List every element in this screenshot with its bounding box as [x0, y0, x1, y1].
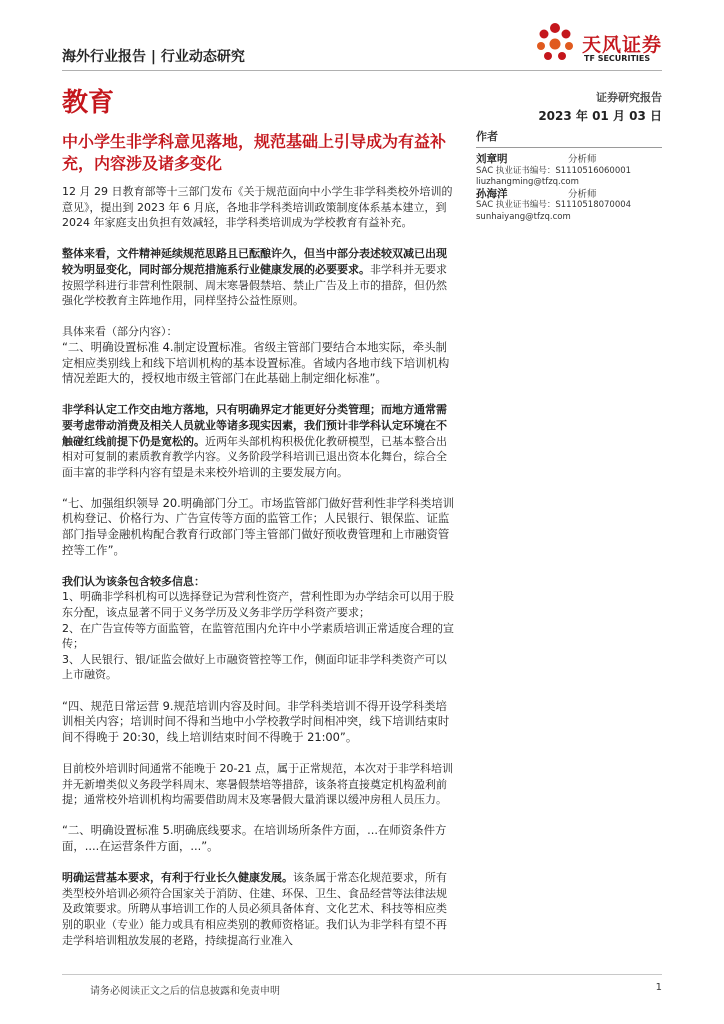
logo-flower-icon	[532, 20, 578, 66]
footer-divider	[62, 974, 662, 975]
author-email[interactable]: sunhaiyang@tfzq.com	[476, 211, 571, 222]
company-logo	[532, 20, 672, 68]
quote-setting-standard: “二、明确设置标准 4.制定设置标准。省级主管部门要结合本地实际，牵头制定相应类别线上和线下培训机构的基本设置标准。省域内各地市线下培训机构情况差距大的，授权地市级主管部门在此基础上制定细化标准”。	[62, 339, 450, 386]
logo-subtitle: TF SECURITIES	[584, 54, 651, 63]
info-list-item: 3、人民银行、银/证监会做好上市融资管控等工作，侧面印证非学科类资产可以上市融资。	[62, 652, 447, 682]
paragraph-local-recognition	[62, 402, 456, 480]
sector-title: 教育	[62, 88, 115, 118]
paragraph-intro: 12 月 29 日教育部等十三部门发布《关于规范面向中小学生非学科类校外培训的意见》，提出到 2023 年 6 月底，各地非学科类培训政策制度体系基本建立，到 2024 年家庭支出负担有效减轻，非学科类培训成为学校教育有益补充。	[62, 185, 453, 230]
report-body	[62, 184, 456, 964]
quote-organization: “七、加强组织领导 20.明确部门分工。市场监管部门做好营利性非学科类培训机构登记、价格行为、广告宣传等方面的监管工作；人民银行、银保监、证监部门指导金融机构配合教育行政部门等主管部门做好预收费管理和上市融资管控等工作”。	[62, 495, 455, 557]
local-recognition-rest: 近两年头部机构积极优化教研模型，已基本整合出相对可复制的素质教育教学内容。义务阶段学科培训已退出资本化舞台，综合全面丰富的非学科内容有望是未来校外培训的主要发展方向。	[62, 434, 447, 479]
logo-name: 天风证券	[582, 34, 663, 56]
paragraph-detail-intro: 具体来看（部分内容）：	[62, 325, 178, 339]
quote-daily-operation: “四、规范日常运营 9.规范培训内容及时间。非学科类培训不得开设学科类培训相关内容；培训时间不得和当地中小学校教学时间相冲突，线下培训结束时间不得晚于 20:30，线上培训结束时间不得晚于 21:00”。	[62, 698, 450, 744]
local-recognition-emphasis: 非学科认定工作交由地方落地，只有明确界定才能更好分类管理；而地方通常需要考虑带动消费及相关人员就业等诸多现实因素，我们预计非学科认定环境在不触碰红线前提下仍是宽松的。	[62, 403, 447, 448]
author-email[interactable]: liuzhangming@tfzq.com	[476, 177, 579, 188]
author-role: 分析师	[568, 154, 597, 165]
operation-emphasis: 明确运营基本要求，有利于行业长久健康发展。	[62, 871, 293, 885]
author-sac-number: SAC 执业证书编号：S1110518070004	[476, 200, 632, 211]
report-headline: 中小学生非学科意见落地，规范基础上引导成为有益补充，内容涉及诸多变化	[62, 132, 447, 173]
authors-heading: 作者	[476, 128, 662, 148]
author-role: 分析师	[568, 188, 597, 200]
author-panel	[476, 128, 662, 224]
author-name: 孙海洋	[476, 187, 508, 200]
info-list-item: 2、在广告宣传等方面监管，在监管范围内允许中小学素质培训正常适度合理的宣传；	[62, 621, 454, 651]
paragraph-overview	[62, 246, 456, 308]
report-date: 2023 年 01 月 03 日	[538, 109, 662, 123]
overview-rest: 非学科并无要求按照学科进行非营利性限制、周末寒暑假禁培、禁止广告及上市的措辞，但仍然强化学校教育主阵地作用，同样坚持公益性原则。	[62, 262, 447, 308]
page-number: 1	[655, 982, 662, 993]
author-card	[476, 189, 662, 224]
author-card	[476, 154, 662, 189]
quote-baseline: “二、明确设置标准 5.明确底线要求。在培训场所条件方面，...在师资条件方面，....在运营条件方面，...”。	[62, 823, 447, 853]
info-list-heading: 我们认为该条包含较多信息：	[62, 574, 205, 588]
paragraph-operation-requirements	[62, 870, 456, 948]
info-list-item: 1、明确非学科机构可以选择登记为营利性资产，营利性即为办学结余可以用于股东分配，该点显著不同于义务学历及义务非学历学科资产要求；	[62, 590, 454, 620]
overview-emphasis: 整体来看，文件精神延续规范思路且已酝酿许久，但当中部分表述较双减已出现较为明显变化，同时部分规范措施系行业健康发展的必要要求。	[62, 247, 447, 276]
report-type: 证券研究报告	[596, 91, 662, 104]
paragraph-training-time: 目前校外培训时间通常不能晚于 20-21 点，属于正常规范，本次对于非学科培训并无新增类似义务段学科周末、寒暑假禁培等措辞，该条将直接奠定机构盈利前提；通常校外培训机构均需要借助周末及寒暑假大量消课以缓冲房租人员压力。	[62, 761, 453, 807]
author-name: 刘章明	[476, 153, 508, 165]
footer-disclaimer: 请务必阅读正文之后的信息披露和免责申明	[90, 986, 280, 997]
report-category: 海外行业报告 | 行业动态研究	[62, 49, 245, 65]
author-sac-number: SAC 执业证书编号：S1110516060001	[476, 165, 632, 176]
header-divider	[62, 70, 662, 71]
operation-rest: 该条属于常态化规范要求，所有类型校外培训必须符合国家关于消防、住建、环保、卫生、食品经营等法律法规及政策要求。所聘从事培训工作的人员必须具备体育、文化艺术、科技等相应类别的职业（专业）能力或具有相应类别的教师资格证。我们认为非学科有望不再走学科培训粗放发展的老路，持续提高行业准入	[62, 871, 447, 947]
